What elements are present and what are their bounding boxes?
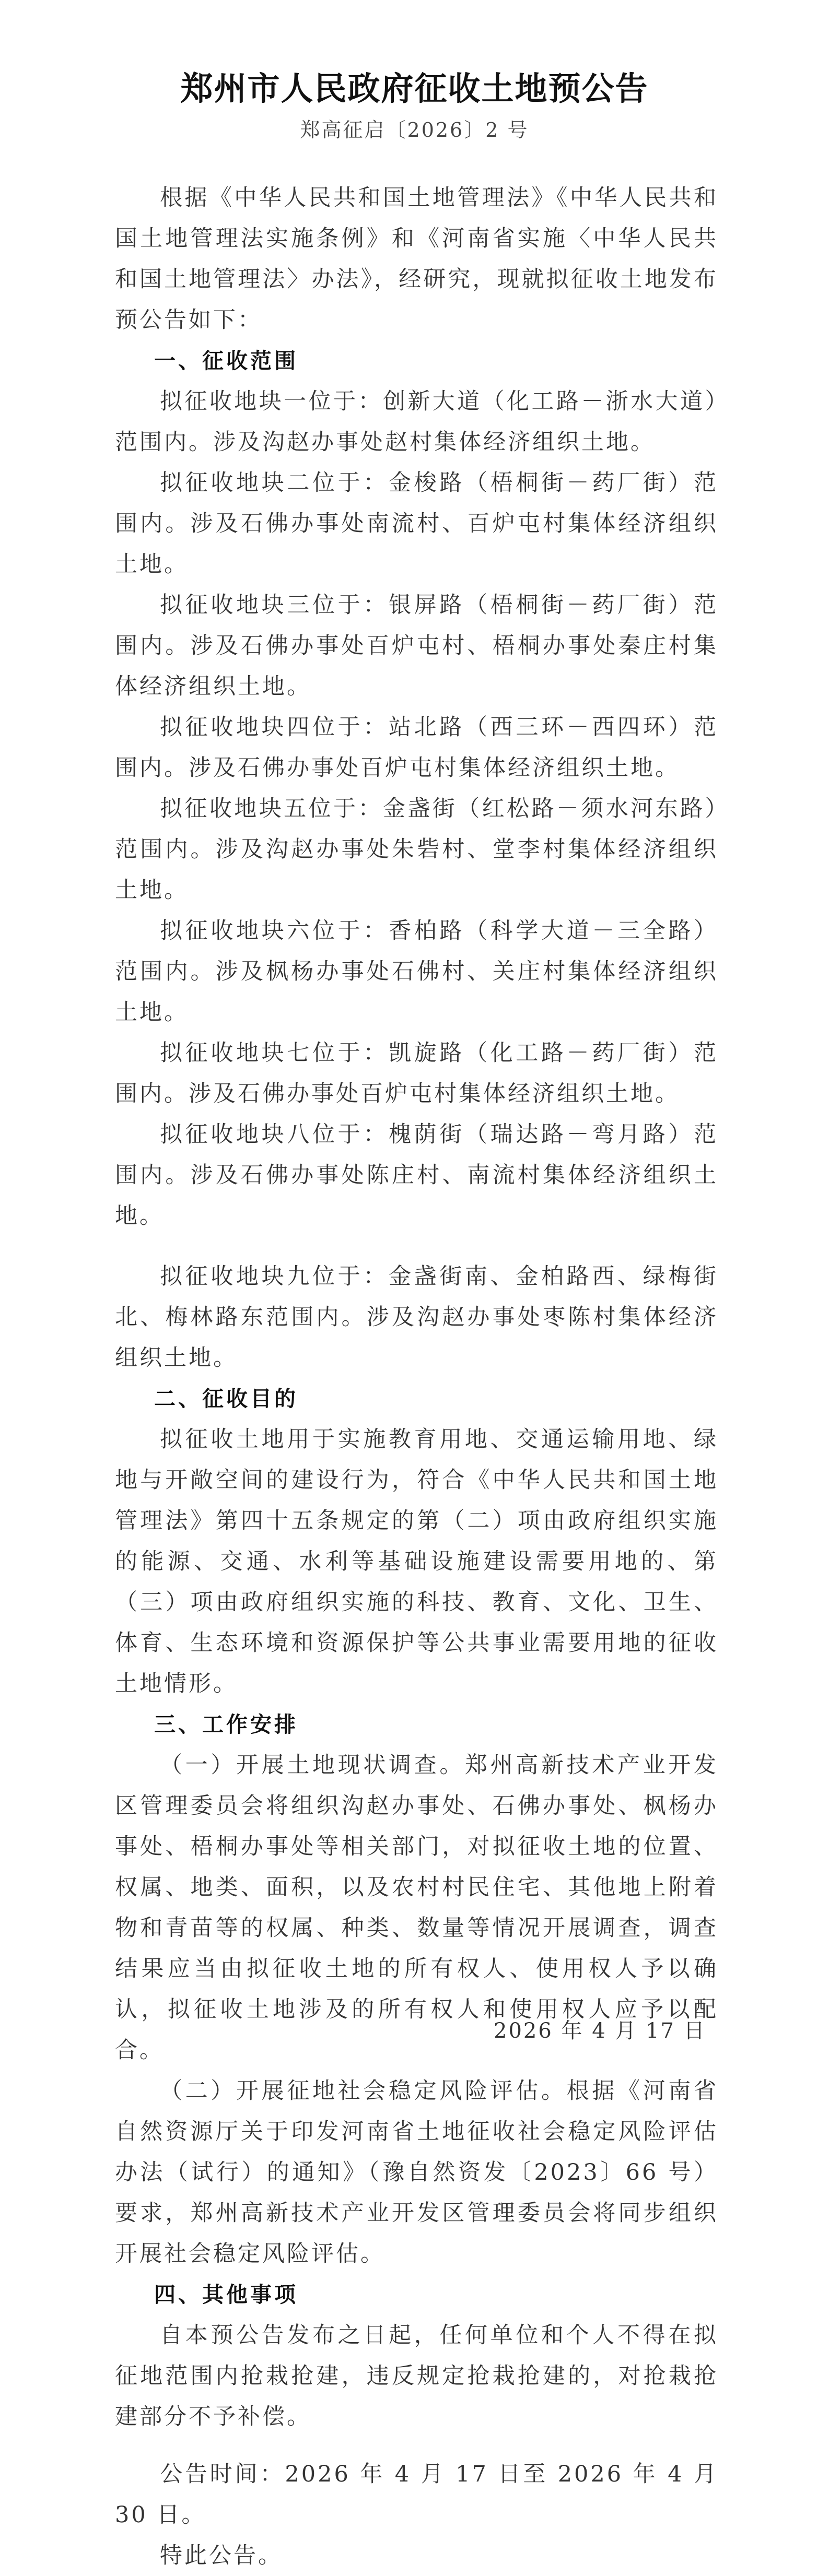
signature-date: 2026 年 4 月 17 日 (494, 2019, 706, 2043)
section-heading-scope: 一、征收范围 (154, 348, 298, 373)
plot-paragraph: 拟征收地块九位于：金盏街南、金柏路西、绿梅街北、梅林路东范围内。涉及沟赵办事处枣陈村集体经济组织土地。 (115, 1263, 718, 1371)
paragraph-spacer (115, 1236, 718, 1256)
notice-period: 公告时间：2026 年 4 月 17 日至 2026 年 4 月 30 日。 (115, 2461, 718, 2528)
section-heading-purpose: 二、征收目的 (154, 1386, 298, 1411)
section-heading-other: 四、其他事项 (154, 2282, 298, 2307)
plot-paragraph: 拟征收地块三位于：银屏路（梧桐街－药厂街）范围内。涉及石佛办事处百炉屯村、梧桐办事处秦庄村集体经济组织土地。 (115, 592, 718, 700)
closing-statement: 特此公告。 (160, 2543, 283, 2569)
plot-paragraph: 拟征收地块一位于：创新大道（化工路－浙水大道）范围内。涉及沟赵办事处赵村集体经济组织土地。 (115, 388, 718, 455)
purpose-paragraph: 拟征收土地用于实施教育用地、交通运输用地、绿地与开敞空间的建设行为，符合《中华人民共和国土地管理法》第四十五条规定的第（二）项由政府组织实施的能源、交通、水利等基础设施建设需要用地的、第（三）项由政府组织实施的科技、教育、文化、卫生、体育、生态环境和资源保护等公共事业需要用地的征收土地情形。 (115, 1426, 718, 1697)
paragraph-spacer (115, 2437, 718, 2454)
other-paragraph: 自本预公告发布之日起，任何单位和个人不得在拟征地范围内抢栽抢建，违反规定抢栽抢建的，对抢栽抢建部分不予补偿。 (115, 2322, 718, 2430)
plot-paragraph: 拟征收地块八位于：槐荫街（瑞达路－弯月路）范围内。涉及石佛办事处陈庄村、南流村集体经济组织土地。 (115, 1121, 718, 1229)
work-item-survey: （一）开展土地现状调查。郑州高新技术产业开发区管理委员会将组织沟赵办事处、石佛办事处、枫杨办事处、梧桐办事处等相关部门，对拟征收土地的位置、权属、地类、面积，以及农村村民住宅、其他地上附着物和青苗等的权属、种类、数量等情况开展调查，调查结果应当由拟征收土地的所有权人、使用权人予以确认，拟征收土地涉及的所有权人和使用权人应予以配合。 (115, 1752, 718, 2063)
plot-paragraph: 拟征收地块五位于：金盏街（红松路－须水河东路）范围内。涉及沟赵办事处朱砦村、堂李村集体经济组织土地。 (115, 796, 718, 903)
section-heading-work: 三、工作安排 (154, 1712, 298, 1737)
work-item-risk-assessment: （二）开展征地社会稳定风险评估。根据《河南省自然资源厅关于印发河南省土地征收社会稳定风险评估办法（试行）的通知》（豫自然资发〔2023〕66 号）要求，郑州高新技术产业开发区管理委员会将同步组织开展社会稳定风险评估。 (115, 2078, 718, 2267)
plot-paragraph: 拟征收地块二位于：金梭路（梧桐街－药厂街）范围内。涉及石佛办事处南流村、百炉屯村集体经济组织土地。 (115, 470, 718, 577)
document-number: 郑高征启〔2026〕2 号 (300, 119, 529, 141)
intro-paragraph: 根据《中华人民共和国土地管理法》《中华人民共和国土地管理法实施条例》和《河南省实施〈中华人民共和国土地管理法〉办法》，经研究，现就拟征收土地发布预公告如下： (115, 185, 718, 333)
plot-paragraph: 拟征收地块四位于：站北路（西三环－西四环）范围内。涉及石佛办事处百炉屯村集体经济组织土地。 (115, 714, 718, 781)
document-body (115, 178, 718, 2576)
document-title: 郑州市人民政府征收土地预公告 (180, 69, 649, 108)
plot-paragraph: 拟征收地块六位于：香柏路（科学大道－三全路）范围内。涉及枫杨办事处石佛村、关庄村集体经济组织土地。 (115, 918, 718, 1025)
plot-paragraph: 拟征收地块七位于：凯旋路（化工路－药厂街）范围内。涉及石佛办事处百炉屯村集体经济组织土地。 (115, 1040, 718, 1107)
